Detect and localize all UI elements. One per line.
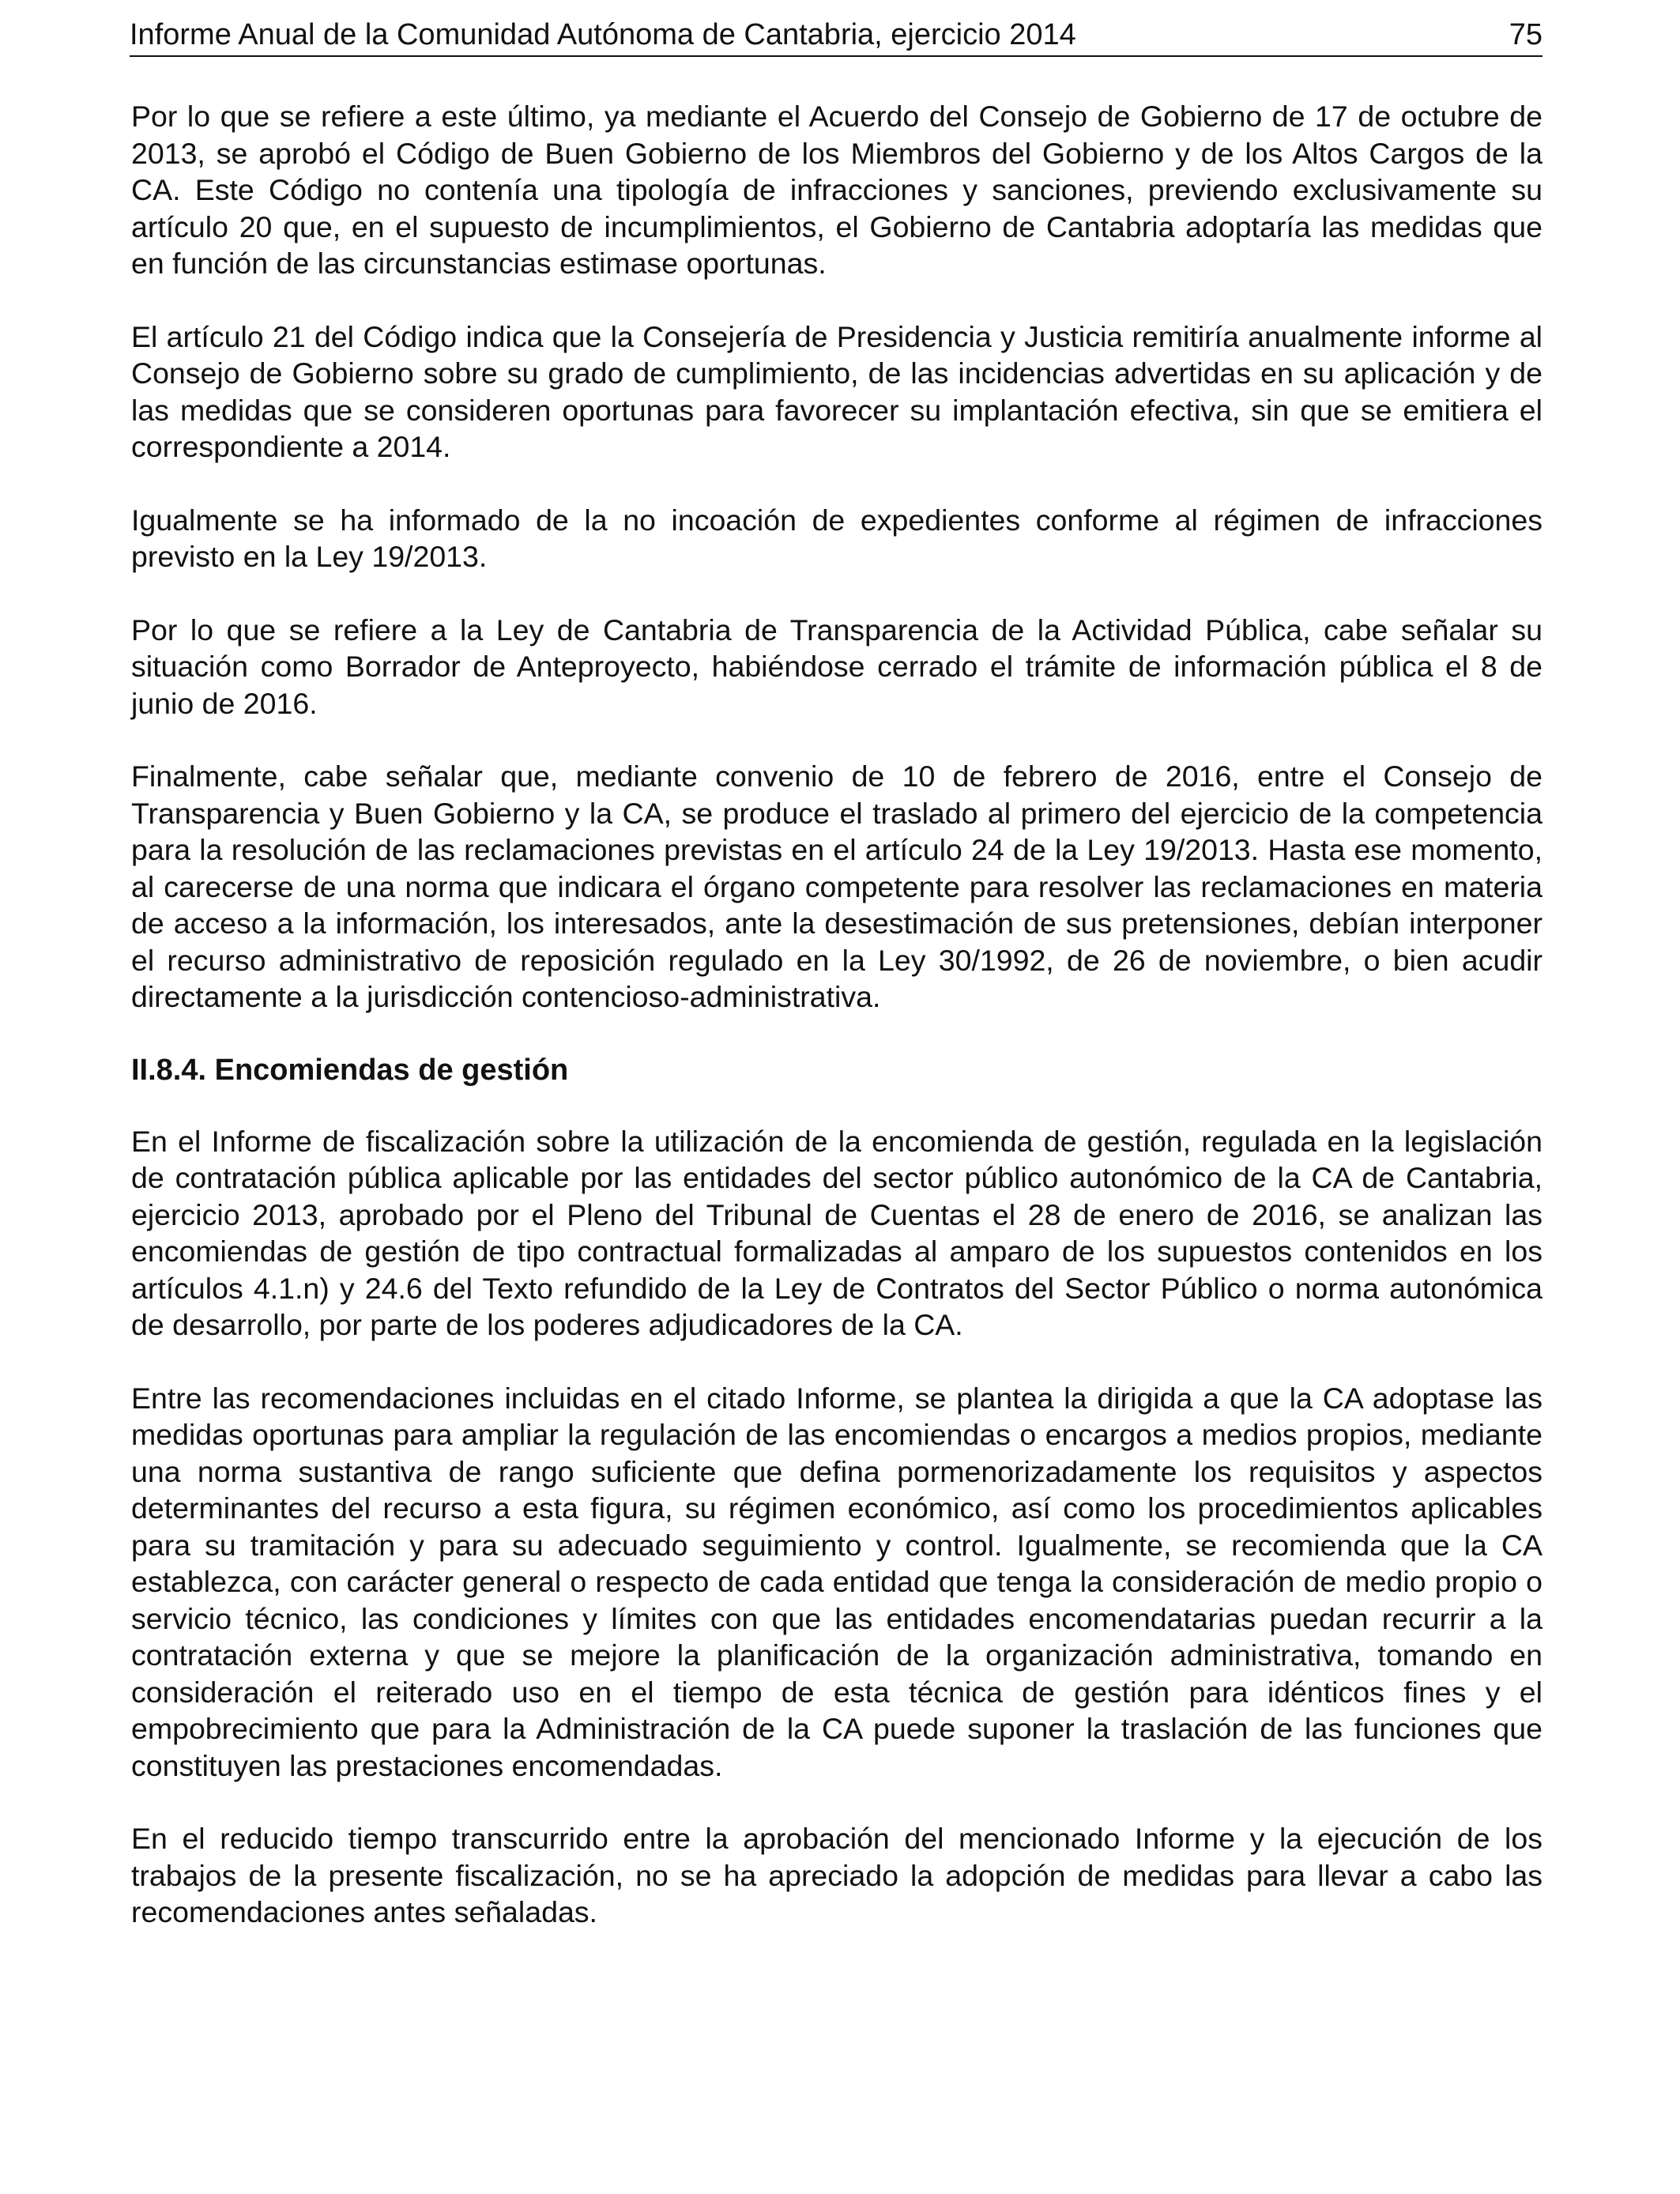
paragraph-no-incoacion: Igualmente se ha informado de la no incoación de expedientes conforme al régimen de infracciones previsto en la Ley 19/2013. bbox=[131, 503, 1543, 573]
paragraph-recomendaciones: Entre las recomendaciones incluidas en el citado Informe, se plantea la dirigida a que la CA adoptase las medidas oportunas para ampliar la regulación de las encomiendas o encargos a medios propios, mediante una norma sustantiva de rango suficiente que defina pormenorizadamente los requisitos y aspectos determinantes del recurso a esta figura, su régimen económico, así como los procedimientos aplicables para su tramitación y para su adecuado seguimiento y control. Igualmente, se recomienda que la CA establezca, con carácter general o respecto de cada entidad que tenga la consideración de medio propio o servicio técnico, las condiciones y límites con que las entidades encomendatarias puedan recurrir a la contratación externa y que se mejore la planificación de la organización administrativa, tomando en consideración el reiterado uso en el tiempo de esta técnica de gestión para idénticos fines y el empobrecimiento que para la Administración de la CA puede suponer la traslación de las funciones que constituyen las prestaciones encomendadas. bbox=[131, 1381, 1543, 1782]
paragraph-convenio: Finalmente, cabe señalar que, mediante convenio de 10 de febrero de 2016, entre el Consejo de Transparencia y Buen Gobierno y la CA, se produce el traslado al primero del ejercicio de la competencia para la resolución de las reclamaciones previstas en el artículo 24 de la Ley 19/2013. Hasta ese momento, al carecerse de una norma que indicara el órgano competente para resolver las reclamaciones en materia de acceso a la información, los interesados, ante la desestimación de sus pretensiones, debían interponer el recurso administrativo de reposición regulado en la Ley 30/1992, de 26 de noviembre, o bien acudir directamente a la jurisdicción contencioso-administrativa. bbox=[131, 760, 1543, 1013]
paragraph-codigo-buen-gobierno: Por lo que se refiere a este último, ya mediante el Acuerdo del Consejo de Gobierno de 17 de octubre de 2013, se aprobó el Código de Buen Gobierno de los Miembros del Gobierno y de los Altos Cargos de la CA. Este Código no contenía una tipología de infracciones y sanciones, previendo exclusivamente su artículo 20 que, en el supuesto de incumplimientos, el Gobierno de Cantabria adoptaría las medidas que en función de las circunstancias estimase oportunas. bbox=[131, 100, 1543, 280]
page-header bbox=[130, 14, 1543, 57]
header-title: Informe Anual de la Comunidad Autónoma de Cantabria, ejercicio 2014 bbox=[130, 18, 1076, 51]
paragraph-conclusion: En el reducido tiempo transcurrido entre la aprobación del mencionado Informe y la ejecución de los trabajos de la presente fiscalización, no se ha apreciado la adopción de medidas para llevar a cabo las recomendaciones antes señaladas. bbox=[131, 1822, 1543, 1928]
paragraph-ley-transparencia: Por lo que se refiere a la Ley de Cantabria de Transparencia de la Actividad Pública, cabe señalar su situación como Borrador de Anteproyecto, habiéndose cerrado el trámite de información pública el 8 de junio de 2016. bbox=[131, 613, 1543, 720]
document-body bbox=[131, 98, 1543, 1931]
section-heading: II.8.4. Encomiendas de gestión bbox=[131, 1053, 569, 1087]
page-number: 75 bbox=[1509, 18, 1543, 51]
paragraph-informe-fiscalizacion: En el Informe de fiscalización sobre la utilización de la encomienda de gestión, regulada en la legislación de contratación pública aplicable por las entidades del sector público autonómico de la CA de Cantabria, ejercicio 2013, aprobado por el Pleno del Tribunal de Cuentas el 28 de enero de 2016, se analizan las encomiendas de gestión de tipo contractual formalizadas al amparo de los supuestos contenidos en los artículos 4.1.n) y 24.6 del Texto refundido de la Ley de Contratos del Sector Público o norma autonómica de desarrollo, por parte de los poderes adjudicadores de la CA. bbox=[131, 1124, 1543, 1341]
paragraph-articulo-21: El artículo 21 del Código indica que la Consejería de Presidencia y Justicia remitiría anualmente informe al Consejo de Gobierno sobre su grado de cumplimiento, de las incidencias advertidas en su aplicación y de las medidas que se consideren oportunas para favorecer su implantación efectiva, sin que se emitiera el correspondiente a 2014. bbox=[131, 319, 1543, 463]
